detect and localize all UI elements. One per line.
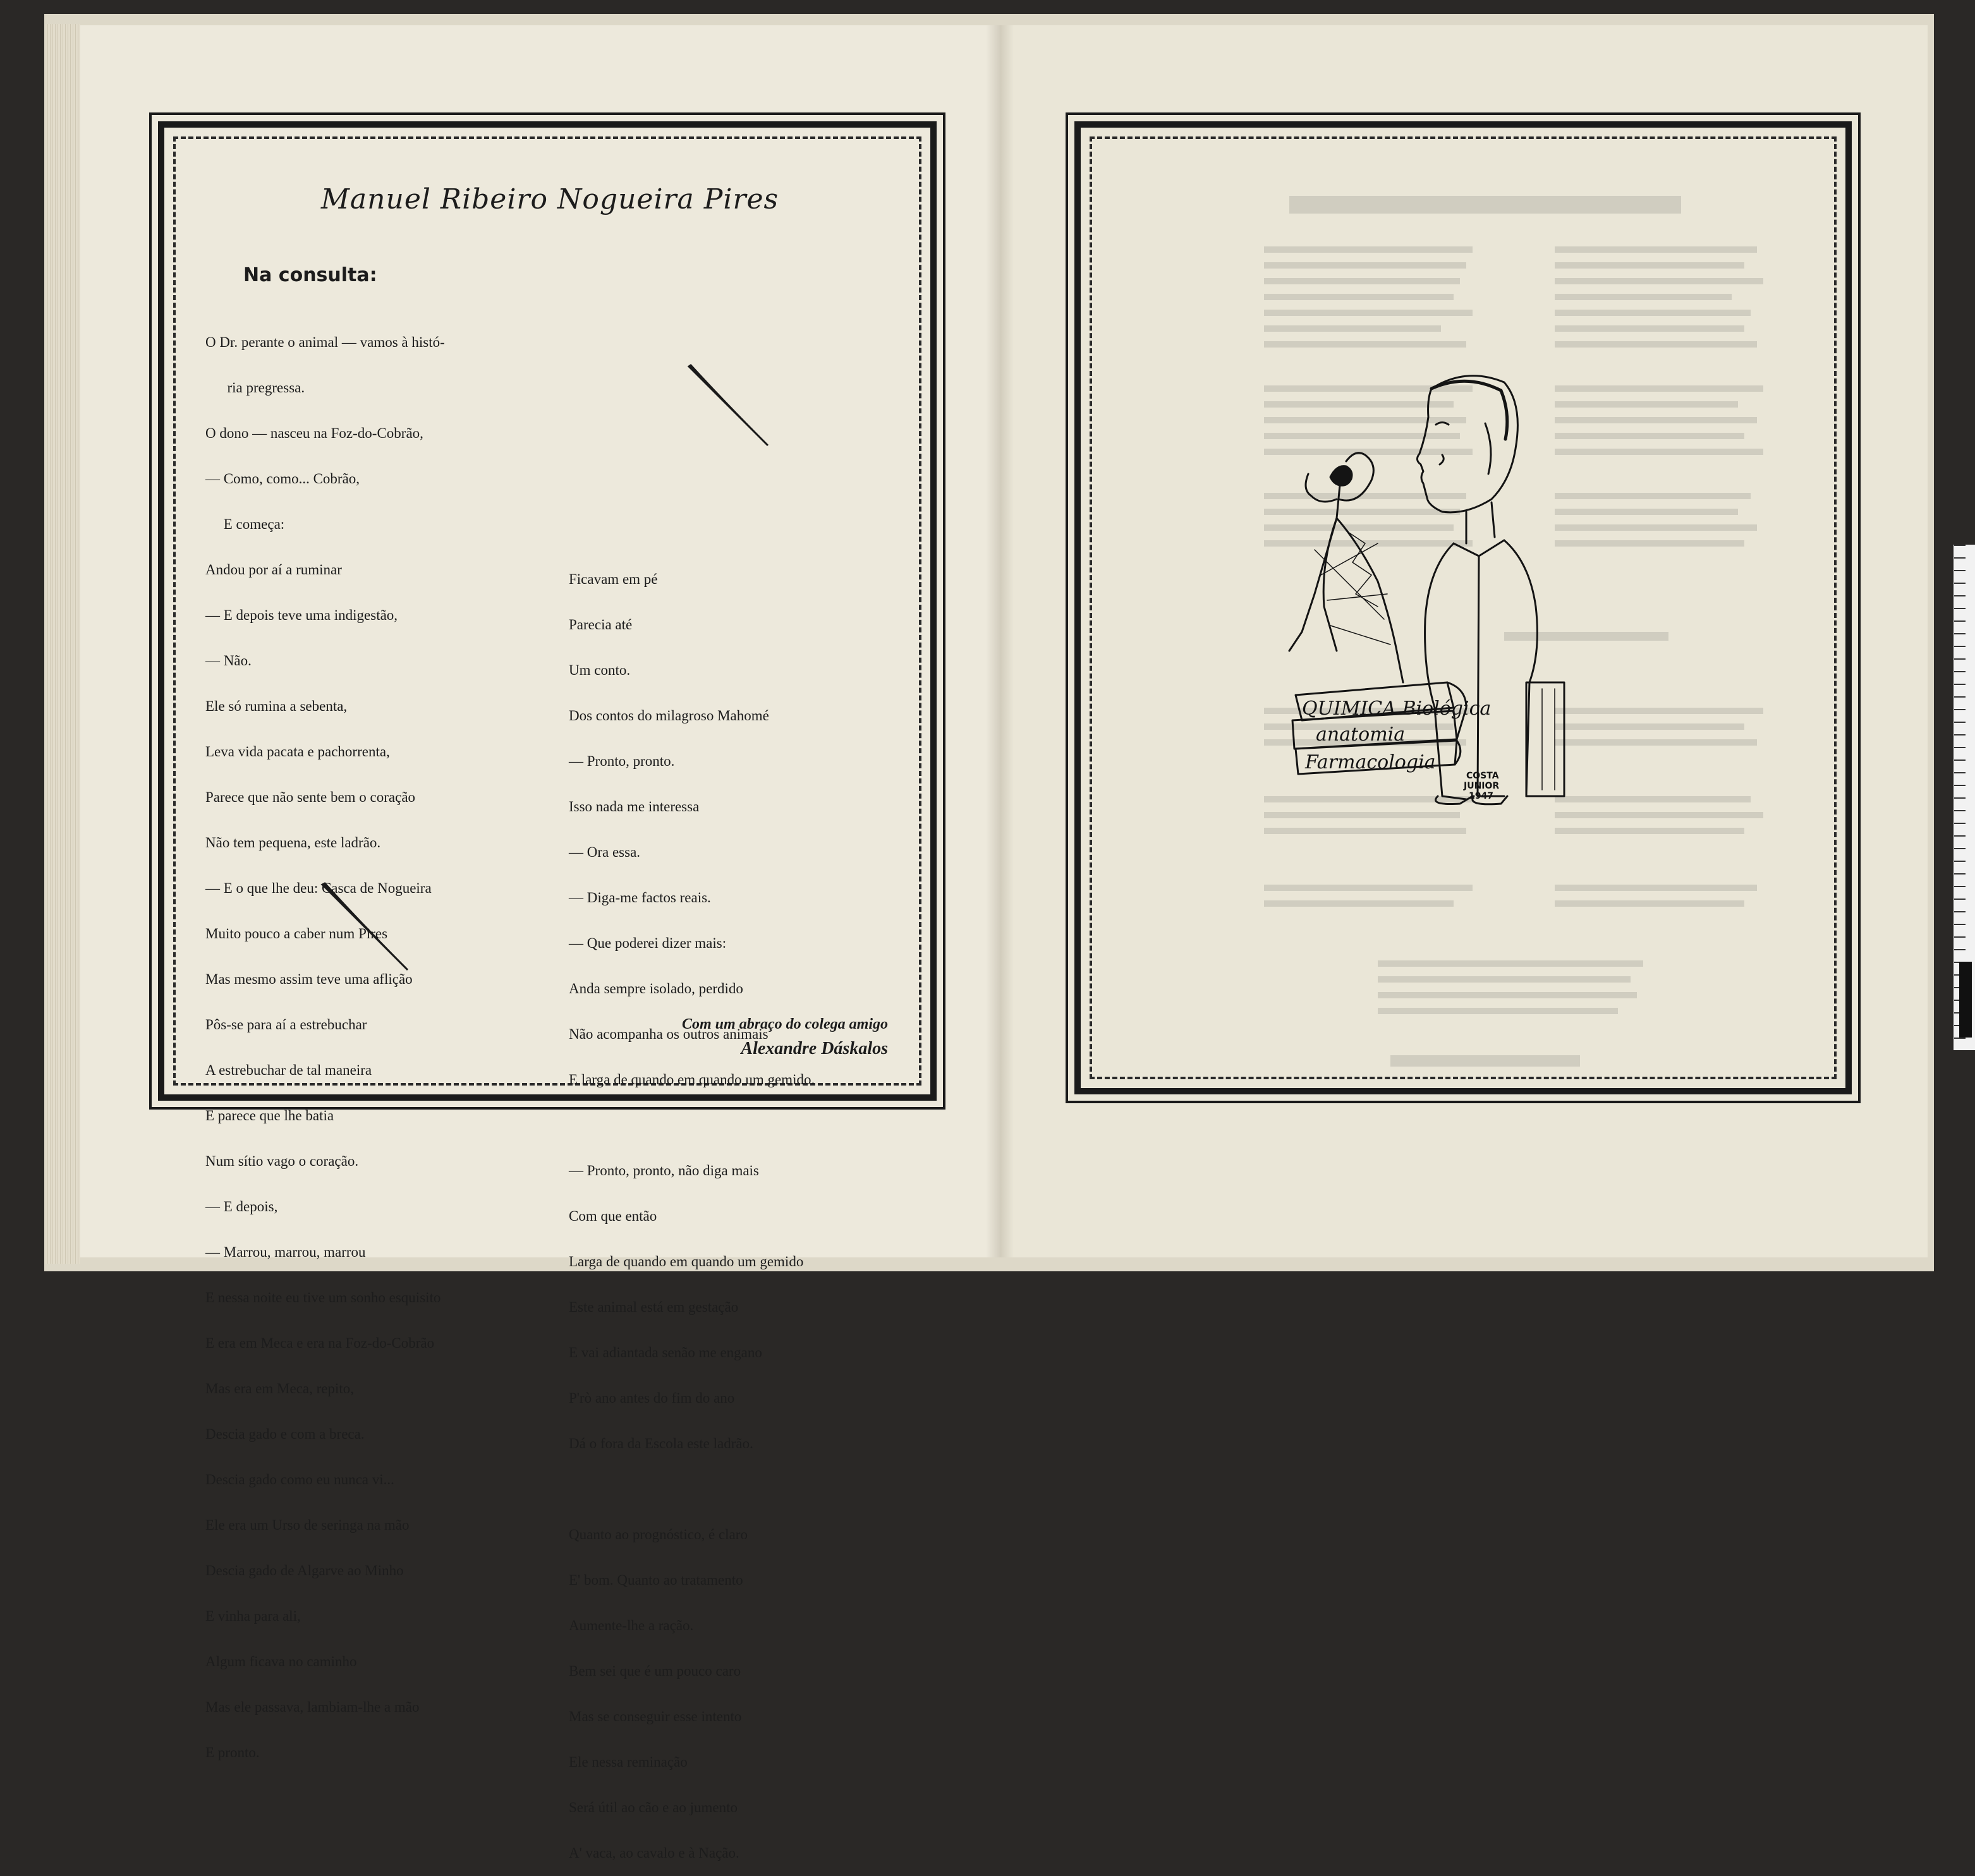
poem-line: E larga de quando em quando um gemido. (569, 1072, 815, 1087)
scale-ruler (1953, 545, 1975, 1050)
poem-line: Aumente-lhe a ração. (569, 1618, 694, 1633)
poem-line: — Ora essa. (569, 844, 641, 860)
poem-line: Ele só rumina a sebenta, (205, 698, 348, 714)
poem-line: Dos contos do milagroso Mahomé (569, 708, 769, 723)
poem-line: Leva vida pacata e pachorrenta, (205, 744, 390, 759)
poem-line: Andou por aí a ruminar (205, 562, 342, 578)
poem-line: — Diga-me factos reais. (569, 890, 711, 905)
book-label: anatomia (1316, 723, 1406, 746)
poem-line: — Pronto, pronto. (569, 753, 675, 769)
poem-line: — Não. (205, 653, 252, 669)
poem-line: Ele nessa reminação (569, 1754, 688, 1770)
poem-line (569, 1482, 815, 1497)
poem-line: Não acompanha os outros animais (569, 1026, 769, 1042)
poem-line: P'rò ano antes do fim do ano (569, 1390, 735, 1406)
page-title: Manuel Ribeiro Nogueira Pires (320, 183, 779, 215)
poem-line: Algum ficava no caminho (205, 1654, 357, 1669)
poem-line: Ficavam em pé (569, 571, 658, 587)
poem-line: Pôs-se para aí a estrebuchar (205, 1017, 367, 1032)
poem-line: E parece que lhe batia (205, 1108, 334, 1123)
artist-signature: 1947 (1469, 791, 1493, 801)
poem-line: — Como, como... Cobrão, (205, 471, 360, 487)
poem-line: Parecia até (569, 617, 633, 632)
poem-column-right (569, 542, 815, 1876)
poem-line: Num sítio vago o coração. (205, 1153, 359, 1169)
poem-heading: Na consulta: (243, 264, 377, 286)
poem-line: Com que então (569, 1208, 657, 1224)
poem-line: Descia gado e com a breca. (205, 1426, 365, 1442)
poem-line: ria pregressa. (205, 380, 305, 396)
poem-line: Mas era em Meca, repito, (205, 1381, 355, 1396)
artist-signature: COSTA (1466, 771, 1499, 781)
page-edges (46, 24, 80, 1264)
poem-line: Bem sei que é um pouco caro (569, 1663, 741, 1679)
poem-line: — Pronto, pronto, não diga mais (569, 1163, 759, 1178)
poem-line: O dono — nasceu na Foz-do-Cobrão, (205, 425, 423, 441)
poem-line: Será útil ao cão e ao jumento (569, 1800, 738, 1815)
poem-line: Dá o fora da Escola este ladrão. (569, 1436, 753, 1451)
poem-line: Descia gado como eu nunca vi... (205, 1472, 394, 1487)
artist-signature: JUNIOR (1464, 781, 1500, 791)
poem-line: Este animal está em gestação (569, 1299, 739, 1315)
poem-line: Muito pouco a caber num Pires (205, 926, 388, 941)
poem-line: E começa: (205, 516, 285, 532)
author-signature: Alexandre Dáskalos (741, 1039, 888, 1058)
poem-column-left (205, 305, 445, 1776)
pen-stroke-ornament (686, 363, 774, 452)
poem-line: E era em Meca e era na Foz-do-Cobrão (205, 1335, 435, 1351)
book-spine (986, 25, 1014, 1257)
poem-line: Mas mesmo assim teve uma aflição (205, 971, 413, 987)
pen-stroke-ornament (319, 881, 414, 976)
poem-line (569, 1118, 815, 1133)
poem-line: Descia gado de Algarve ao Minho (205, 1563, 404, 1578)
poem-line: Isso nada me interessa (569, 799, 700, 814)
poem-line: Anda sempre isolado, perdido (569, 981, 743, 996)
book-label: Farmacologia (1305, 751, 1436, 773)
poem-line: Não tem pequena, este ladrão. (205, 835, 381, 850)
poem-line: O Dr. perante o animal — vamos à histó- (205, 334, 445, 350)
caricature-illustration (1277, 354, 1580, 859)
poem-line: — Marrou, marrou, marrou (205, 1244, 366, 1260)
poem-line: Ele era um Urso de seringa na mão (205, 1517, 410, 1533)
poem-line: — E depois teve uma indigestão, (205, 607, 398, 623)
poem-line: E vai adiantada senão me engano (569, 1345, 762, 1360)
poem-line: Larga de quando em quando um gemido (569, 1254, 804, 1269)
poem-line: A' vaca, ao cavalo e à Nação. (569, 1845, 739, 1861)
poem-line: — E depois, (205, 1199, 278, 1214)
poem-line: Quanto ao prognóstico, é claro (569, 1527, 748, 1542)
book-label: QUIMICA Biológica (1302, 698, 1492, 720)
poem-line: E pronto. (205, 1745, 260, 1760)
poem-line: Mas se conseguir esse intento (569, 1709, 742, 1724)
poem-line: Mas ele passava, lambiam-lhe a mão (205, 1699, 420, 1715)
poem-line: E' bom. Quanto ao tratamento (569, 1572, 743, 1588)
poem-line: Parece que não sente bem o coração (205, 789, 416, 805)
poem-line: — E o que lhe deu: Casca de Nogueira (205, 880, 432, 896)
closing-line: Com um abraço do colega amigo (682, 1016, 888, 1032)
poem-line: E nessa noite eu tive um sonho esquisito (205, 1290, 441, 1305)
poem-line: — Que poderei dizer mais: (569, 935, 727, 951)
poem-line: E vinha para ali, (205, 1608, 301, 1624)
poem-line: Um conto. (569, 662, 631, 678)
poem-line: A estrebuchar de tal maneira (205, 1062, 372, 1078)
